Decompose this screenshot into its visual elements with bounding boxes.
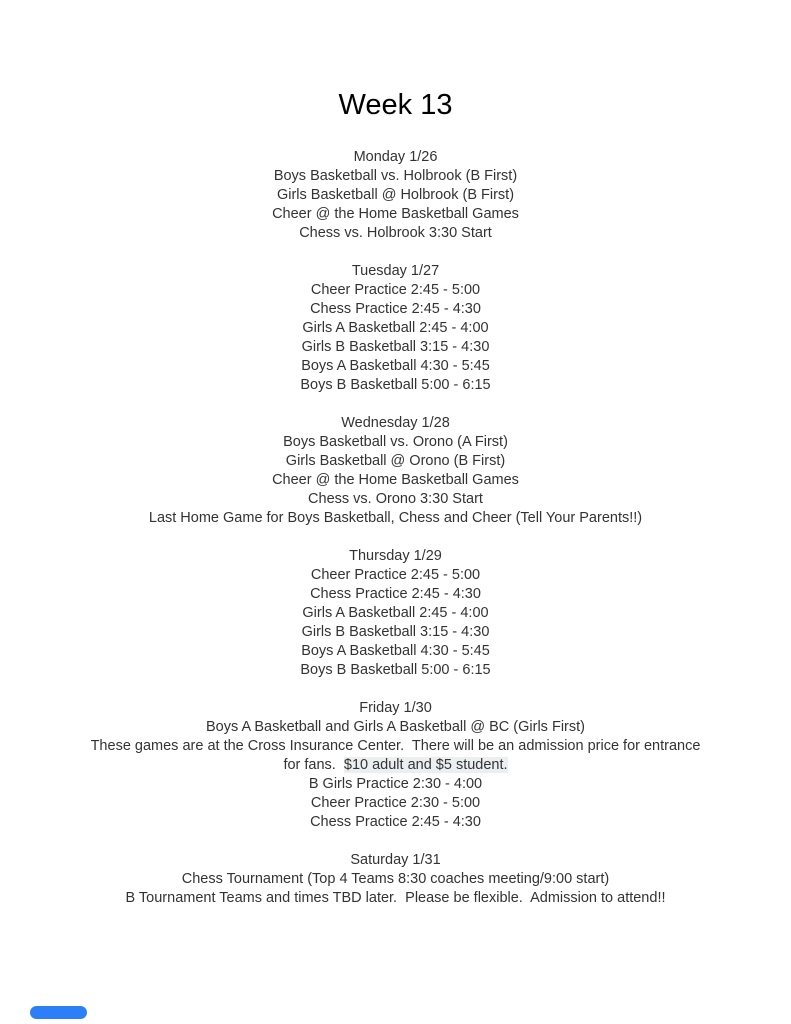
schedule-line: Cheer @ the Home Basketball Games (272, 472, 519, 488)
schedule-sections (0, 148, 791, 908)
schedule-line: B Tournament Teams and times TBD later. Please be flexible. Admission to attend!! (125, 890, 666, 906)
schedule-line: Chess Practice 2:45 - 4:30 (310, 586, 481, 602)
schedule-line: These games are at the Cross Insurance Center. There will be an admission price for entrance (90, 738, 701, 754)
schedule-line: Boys A Basketball 4:30 - 5:45 (301, 643, 490, 659)
schedule-line: Boys Basketball vs. Orono (A First) (283, 434, 508, 450)
day-section (0, 148, 791, 243)
day-heading: Tuesday 1/27 (351, 263, 440, 279)
day-heading: Monday 1/26 (353, 149, 438, 165)
schedule-line: Last Home Game for Boys Basketball, Chess and Cheer (Tell Your Parents!!) (148, 510, 643, 526)
schedule-line: Boys A Basketball and Girls A Basketball @ BC (Girls First) (206, 719, 585, 735)
schedule-line: Girls A Basketball 2:45 - 4:00 (302, 605, 489, 621)
day-heading: Wednesday 1/28 (341, 415, 450, 431)
text-segment: for fans. (283, 757, 344, 773)
schedule-line: Boys B Basketball 5:00 - 6:15 (300, 662, 491, 678)
schedule-line: Chess vs. Orono 3:30 Start (308, 491, 483, 507)
schedule-line: Chess Tournament (Top 4 Teams 8:30 coaches meeting/9:00 start) (181, 871, 610, 887)
schedule-line: B Girls Practice 2:30 - 4:00 (308, 776, 483, 792)
highlighted-text: $10 adult and $5 student. (343, 757, 508, 773)
day-section (0, 414, 791, 528)
schedule-line: Boys B Basketball 5:00 - 6:15 (300, 377, 491, 393)
page-title: Week 13 (338, 89, 453, 121)
schedule-line: Chess Practice 2:45 - 4:30 (310, 814, 481, 830)
schedule-line: Girls B Basketball 3:15 - 4:30 (301, 624, 490, 640)
schedule-line: Cheer Practice 2:30 - 5:00 (310, 795, 481, 811)
day-section (0, 547, 791, 680)
schedule-line: Boys Basketball vs. Holbrook (B First) (273, 168, 518, 184)
day-heading: Thursday 1/29 (349, 548, 442, 564)
schedule-line (0, 756, 791, 775)
schedule-line: Cheer @ the Home Basketball Games (272, 206, 519, 222)
day-heading: Saturday 1/31 (350, 852, 441, 868)
schedule-line: Chess vs. Holbrook 3:30 Start (299, 225, 492, 241)
schedule-line: Girls B Basketball 3:15 - 4:30 (301, 339, 490, 355)
day-section (0, 699, 791, 832)
schedule-line: Cheer Practice 2:45 - 5:00 (310, 282, 481, 298)
blue-bar[interactable] (30, 1006, 87, 1019)
schedule-line: Girls Basketball @ Holbrook (B First) (276, 187, 515, 203)
schedule-line: Chess Practice 2:45 - 4:30 (310, 301, 481, 317)
day-section (0, 851, 791, 908)
schedule-line: Boys A Basketball 4:30 - 5:45 (301, 358, 490, 374)
schedule-line: Cheer Practice 2:45 - 5:00 (310, 567, 481, 583)
schedule-line: Girls Basketball @ Orono (B First) (285, 453, 506, 469)
day-section (0, 262, 791, 395)
day-heading: Friday 1/30 (359, 700, 432, 716)
schedule-line: Girls A Basketball 2:45 - 4:00 (302, 320, 489, 336)
